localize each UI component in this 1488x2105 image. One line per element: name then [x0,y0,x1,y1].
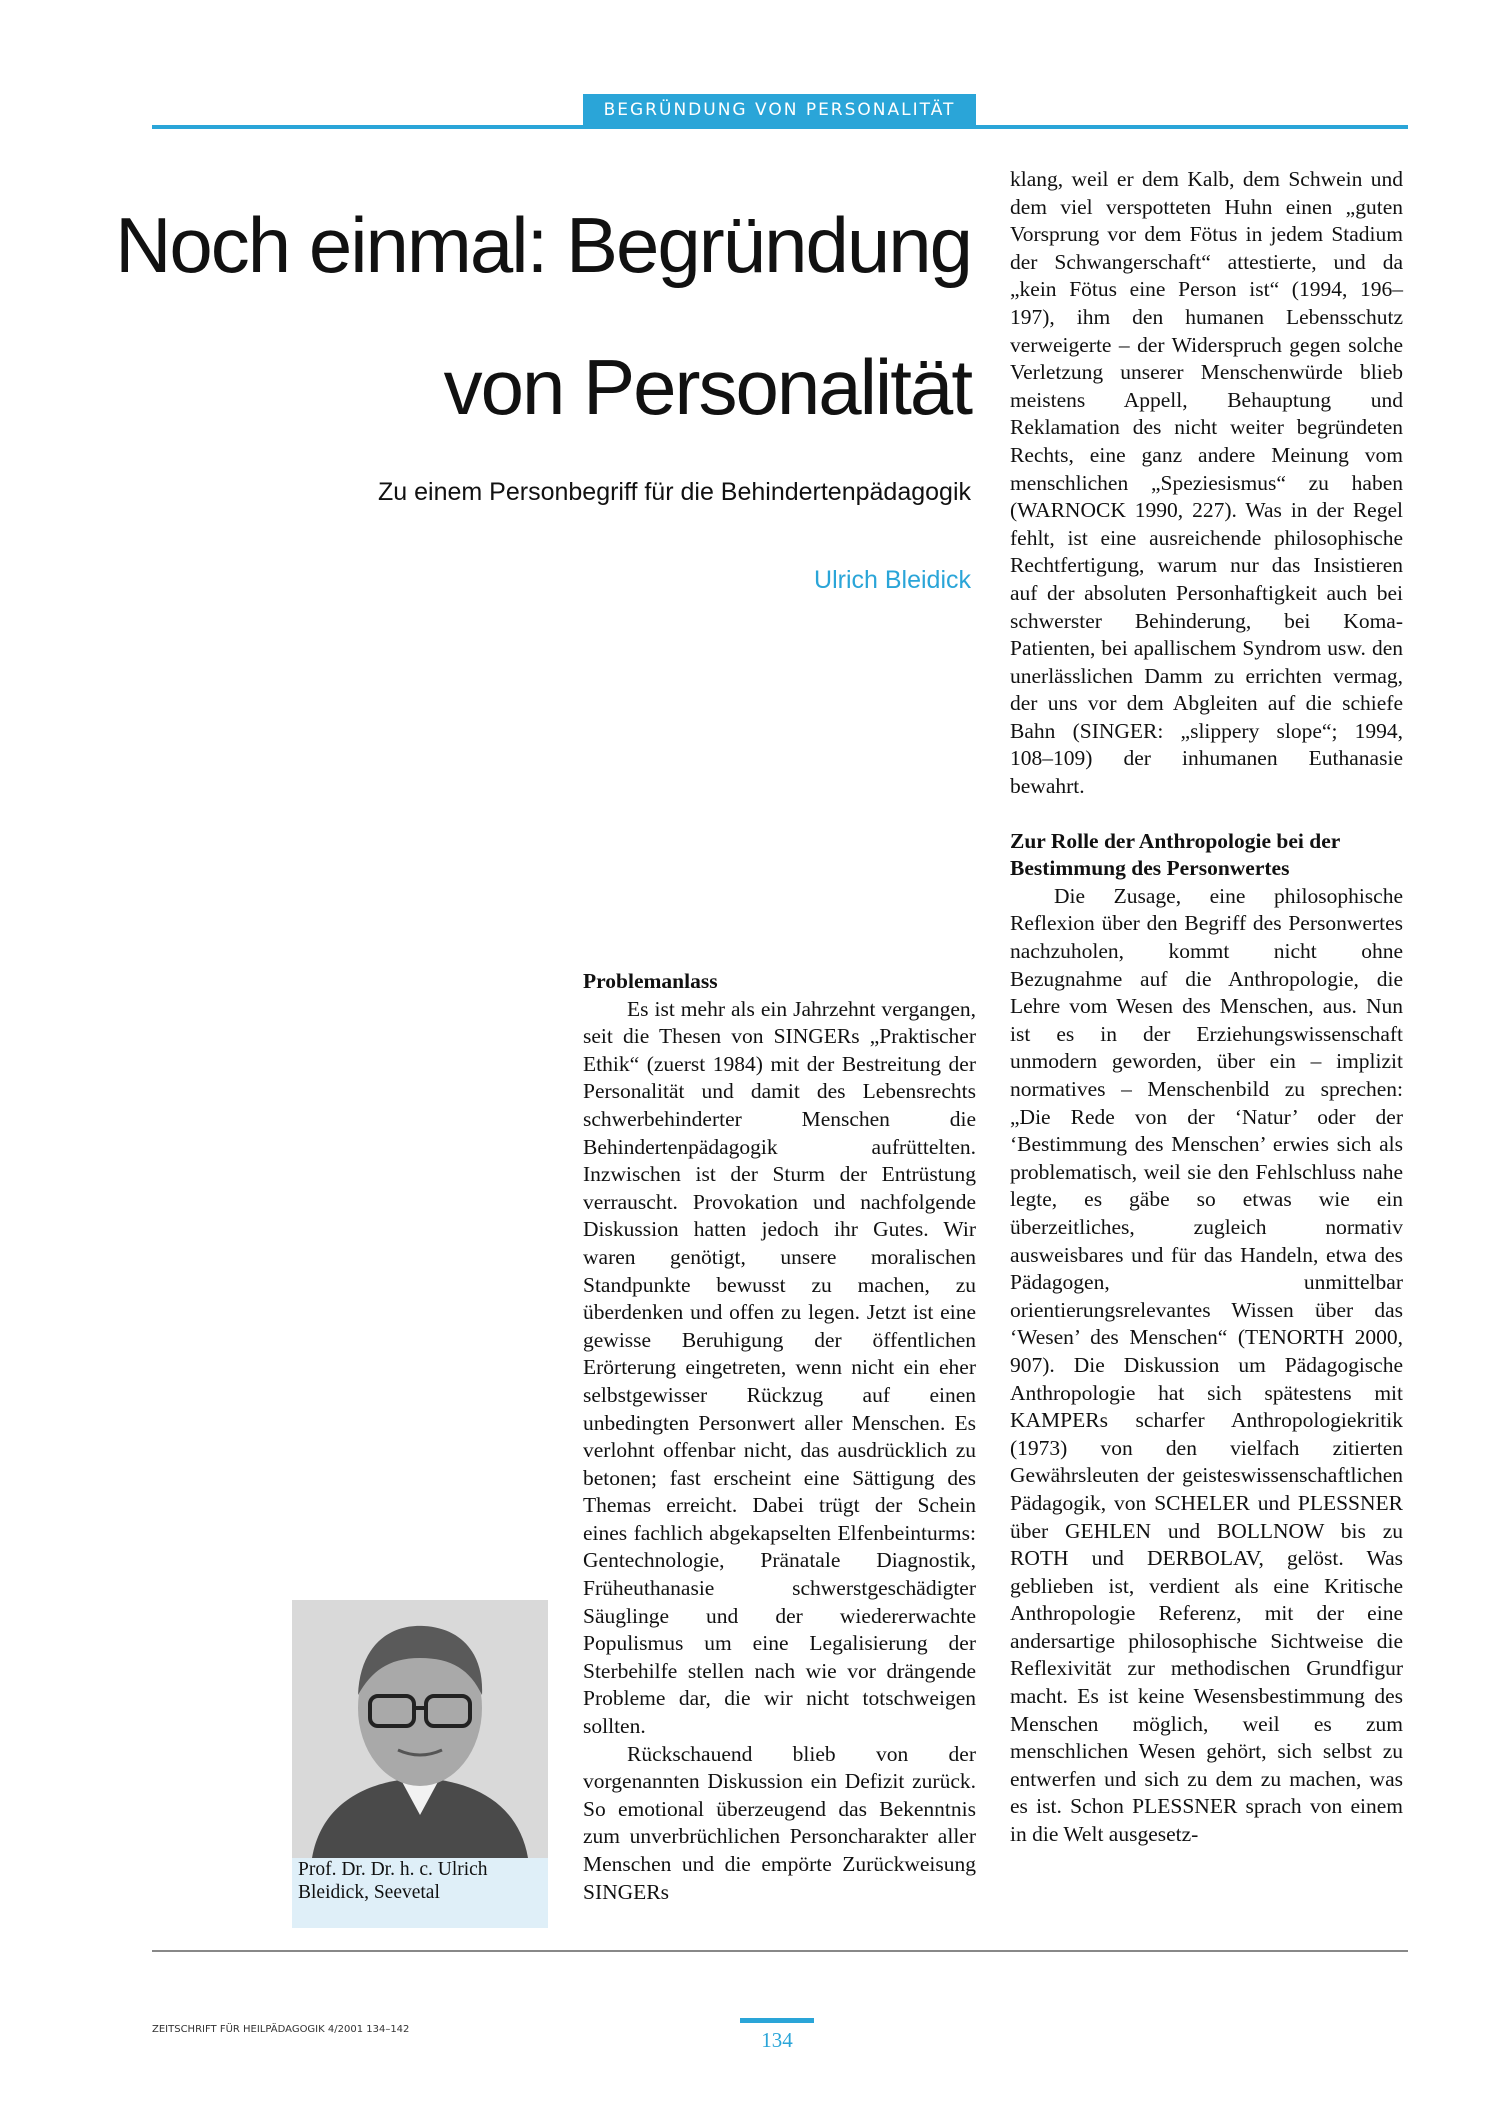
body-paragraph: Rückschauend blieb von der vorgenannten Diskussion ein Defizit zurück. So emotional überzeugend das Bekenntnis zum unverbrüchlichen Personcharakter aller Menschen und die empörte Zurückweisung SINGERs [583,1741,976,1904]
article-subtitle: Zu einem Personbegriff für die Behindertenpädagogik [378,478,971,506]
section-heading-problemanlass: Problemanlass [583,969,718,993]
section-heading-anthropologie: Zur Rolle der Anthropologie bei der Bestimmung des Personwertes [1010,828,1340,881]
article-author: Ulrich Bleidick [814,566,971,594]
photo-caption: Prof. Dr. Dr. h. c. Ulrich Bleidick, Seevetal [298,1859,488,1903]
journal-source: ZEITSCHRIFT FÜR HEILPÄDAGOGIK 4/2001 134–142 [152,2024,410,2035]
page-number-bar [740,2018,814,2023]
header-rule [152,125,1408,129]
running-header: BEGRÜNDUNG VON PERSONALITÄT [583,94,976,125]
footer-rule [152,1950,1408,1952]
middle-column [583,968,976,1906]
body-paragraph: Es ist mehr als ein Jahrzehnt vergangen, seit die Thesen von SINGERs „Praktischer Ethik“ (zuerst 1984) mit der Bestreitung der Personalität und damit des Lebensrechts schwerbehinderter Menschen die Behindertenpädagogik aufrüttelten. Inzwischen ist der Sturm der Entrüstung verrauscht. Provokation und nachfolgende Diskussion hatten jedoch ihr Gutes. Wir waren genötigt, unsere moralischen Standpunkte bewusst zu machen, zu überdenken und offen zu legen. Jetzt ist eine gewisse Beruhigung der öffentlichen Erörterung eingetreten, wenn nicht ein eher selbstgewisser Rückzug auf einen unbedingten Personwert aller Menschen. Es verlohnt offenbar nicht, das ausdrücklich zu betonen; fast erscheint eine Sättigung des Themas erreicht. Dabei trügt der Schein eines fachlich abgekapselten Elfenbeinturms: Gentechnologie, Pränatale Diagnostik, Früheuthanasie schwerstgeschädigter Säuglinge und der wiedererwachte Populismus um eine Legalisierung der Sterbehilfe stellen nach wie vor drängende Probleme dar, die wir nicht totschweigen sollten. [583,996,976,1739]
body-paragraph: Die Zusage, eine philosophische Reflexion über den Begriff des Personwertes nachzuholen, kommt nicht ohne Bezugnahme auf die Anthropologie, die Lehre vom Wesen des Menschen, aus. Nun ist es in der Erziehungswissenschaft unmodern geworden, über ein – implizit normatives – Menschenbild zu sprechen: „Die Rede von der ‘Natur’ oder der ‘Bestimmung des Menschen’ erwies sich als problematisch, weil sie den Fehlschluss nahe legte, es gäbe so etwas wie ein überzeitliches, zugleich normativ ausweisbares und für das Handeln, etwa des Pädagogen, unmittelbar orientierungsrelevantes Wissen über das ‘Wesen’ des Menschen“ (TENORTH 2000, 907). Die Diskussion um Pädagogische Anthropologie hat sich spätestens mit KAMPERs scharfer Anthropologiekritik (1973) von den vielfach zitierten Gewährsleuten der geisteswissenschaftlichen Pädagogik, von SCHELER und PLESSNER über GEHLEN und BOLLNOW bis zu ROTH und DERBOLAV, gelöst. Was geblieben ist, verdient als eine Kritische Anthropologie Referenz, mit der eine andersartige philosophische Sichtweise die Reflexivität zur methodischen Grundfigur macht. Es ist keine Wesensbestimmung des Menschen möglich, weil es zum menschlichen Wesen gehört, sich selbst zu entwerfen und sich zu dem zu machen, was es ist. Schon PLESSNER sprach von einem in die Welt ausgesetz- [1010,883,1403,1847]
body-paragraph-continued: klang, weil er dem Kalb, dem Schwein und dem viel verspotteten Huhn einen „guten Vorsprung vor dem Fötus in jedem Stadium der Schwangerschaft“ attestierte, und da „kein Fötus eine Person ist“ (1994, 196–197), ihm den humanen Lebensschutz verweigerte – der Widerspruch gegen solche Verletzung unserer Menschenwürde blieb meistens Appell, Behauptung und Reklamation des nicht weiter begründeten Rechts, eine ganz andere Meinung vom menschlichen „Speziesismus“ zu haben (WARNOCK 1990, 227). Was in der Regel fehlt, ist eine ausreichende philosophische Rechtfertigung, warum nur das Insistieren auf der absoluten Personhaftigkeit auch bei schwerster Behinderung, bei Koma-Patienten, bei apallischem Syndrom usw. den unerlässlichen Damm zu errichten vermag, der uns vor dem Abgleiten auf die schiefe Bahn (SINGER: „slippery slope“; 1994, 108–109) der inhumanen Euthanasie bewahrt. [1010,167,1403,799]
portrait-photo-icon [292,1600,548,1858]
page-number: 134 [761,2028,793,2052]
article-title-line-2: von Personalität [443,343,971,431]
article-title-line-1: Noch einmal: Begründung [115,201,971,289]
right-column [1010,166,1403,1849]
